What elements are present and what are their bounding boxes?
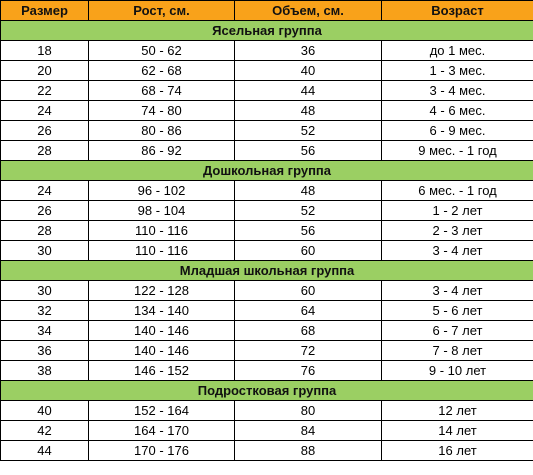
height-cell: 140 - 146 (89, 341, 235, 361)
table-row (1, 401, 533, 421)
age-cell: 6 мес. - 1 год (382, 181, 533, 201)
volume-cell: 56 (235, 221, 382, 241)
age-cell: до 1 мес. (382, 41, 533, 61)
height-cell: 50 - 62 (89, 41, 235, 61)
group-header-row (1, 161, 533, 181)
group-title: Младшая школьная группа (1, 261, 533, 281)
height-cell: 98 - 104 (89, 201, 235, 221)
table-row (1, 221, 533, 241)
age-cell: 1 - 2 лет (382, 201, 533, 221)
height-cell: 74 - 80 (89, 101, 235, 121)
table-row (1, 201, 533, 221)
header-size: Размер (1, 1, 89, 21)
volume-cell: 52 (235, 121, 382, 141)
volume-cell: 44 (235, 81, 382, 101)
volume-cell: 52 (235, 201, 382, 221)
table-row (1, 241, 533, 261)
table-row (1, 101, 533, 121)
size-cell: 32 (1, 301, 89, 321)
age-cell: 4 - 6 мес. (382, 101, 533, 121)
age-cell: 9 - 10 лет (382, 361, 533, 381)
size-cell: 38 (1, 361, 89, 381)
size-cell: 24 (1, 101, 89, 121)
size-cell: 42 (1, 421, 89, 441)
volume-cell: 36 (235, 41, 382, 61)
table-body (1, 21, 533, 461)
age-cell: 14 лет (382, 421, 533, 441)
size-cell: 28 (1, 221, 89, 241)
group-header-row (1, 21, 533, 41)
size-cell: 36 (1, 341, 89, 361)
volume-cell: 56 (235, 141, 382, 161)
table-row (1, 341, 533, 361)
table-row (1, 421, 533, 441)
height-cell: 96 - 102 (89, 181, 235, 201)
table-row (1, 181, 533, 201)
height-cell: 68 - 74 (89, 81, 235, 101)
volume-cell: 68 (235, 321, 382, 341)
size-cell: 44 (1, 441, 89, 461)
age-cell: 5 - 6 лет (382, 301, 533, 321)
volume-cell: 48 (235, 101, 382, 121)
table-row (1, 41, 533, 61)
volume-cell: 60 (235, 241, 382, 261)
age-cell: 3 - 4 лет (382, 241, 533, 261)
size-cell: 30 (1, 241, 89, 261)
height-cell: 170 - 176 (89, 441, 235, 461)
height-cell: 110 - 116 (89, 221, 235, 241)
group-header-row (1, 261, 533, 281)
volume-cell: 60 (235, 281, 382, 301)
table-row (1, 81, 533, 101)
volume-cell: 40 (235, 61, 382, 81)
height-cell: 110 - 116 (89, 241, 235, 261)
age-cell: 3 - 4 мес. (382, 81, 533, 101)
header-volume: Объем, см. (235, 1, 382, 21)
group-title: Подростковая группа (1, 381, 533, 401)
table-row (1, 121, 533, 141)
size-cell: 40 (1, 401, 89, 421)
header-row (1, 1, 533, 21)
height-cell: 80 - 86 (89, 121, 235, 141)
size-cell: 18 (1, 41, 89, 61)
height-cell: 164 - 170 (89, 421, 235, 441)
age-cell: 6 - 7 лет (382, 321, 533, 341)
group-title: Ясельная группа (1, 21, 533, 41)
table-row (1, 61, 533, 81)
height-cell: 86 - 92 (89, 141, 235, 161)
table-row (1, 301, 533, 321)
header-age: Возраст (382, 1, 533, 21)
volume-cell: 80 (235, 401, 382, 421)
volume-cell: 64 (235, 301, 382, 321)
table-row (1, 141, 533, 161)
age-cell: 16 лет (382, 441, 533, 461)
table-row (1, 281, 533, 301)
height-cell: 146 - 152 (89, 361, 235, 381)
volume-cell: 48 (235, 181, 382, 201)
size-cell: 20 (1, 61, 89, 81)
table-row (1, 441, 533, 461)
size-cell: 24 (1, 181, 89, 201)
table-header (1, 1, 533, 21)
size-cell: 28 (1, 141, 89, 161)
table-row (1, 321, 533, 341)
age-cell: 9 мес. - 1 год (382, 141, 533, 161)
size-cell: 22 (1, 81, 89, 101)
group-title: Дошкольная группа (1, 161, 533, 181)
group-header-row (1, 381, 533, 401)
age-cell: 3 - 4 лет (382, 281, 533, 301)
size-cell: 30 (1, 281, 89, 301)
size-cell: 34 (1, 321, 89, 341)
volume-cell: 88 (235, 441, 382, 461)
height-cell: 134 - 140 (89, 301, 235, 321)
table-row (1, 361, 533, 381)
size-cell: 26 (1, 121, 89, 141)
volume-cell: 84 (235, 421, 382, 441)
header-height: Рост, см. (89, 1, 235, 21)
volume-cell: 72 (235, 341, 382, 361)
age-cell: 1 - 3 мес. (382, 61, 533, 81)
age-cell: 6 - 9 мес. (382, 121, 533, 141)
height-cell: 62 - 68 (89, 61, 235, 81)
height-cell: 122 - 128 (89, 281, 235, 301)
age-cell: 7 - 8 лет (382, 341, 533, 361)
height-cell: 140 - 146 (89, 321, 235, 341)
size-cell: 26 (1, 201, 89, 221)
age-cell: 12 лет (382, 401, 533, 421)
age-cell: 2 - 3 лет (382, 221, 533, 241)
height-cell: 152 - 164 (89, 401, 235, 421)
volume-cell: 76 (235, 361, 382, 381)
